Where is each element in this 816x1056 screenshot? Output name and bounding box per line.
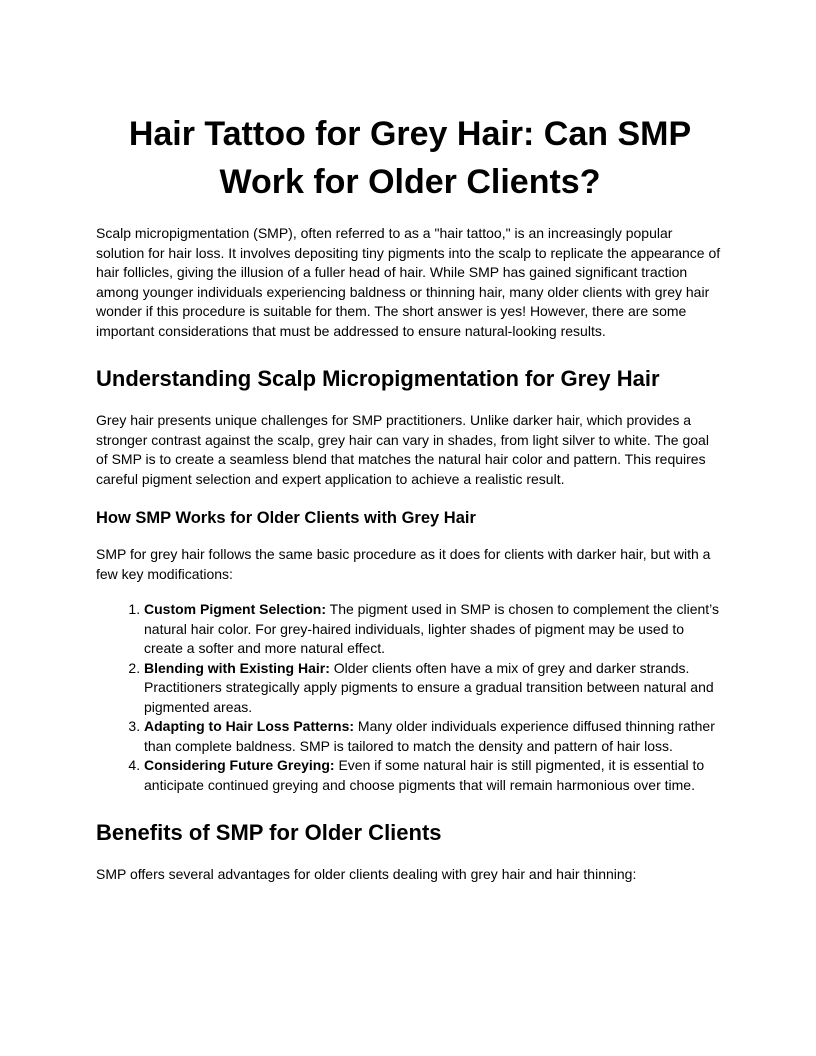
list-item-text: Many older individuals experience diffused thinning rather than complete baldness. SMP is tailored to match the density and pattern of hair loss. — [144, 718, 715, 754]
document-page — [96, 110, 724, 885]
list-item — [144, 717, 724, 756]
list-item — [144, 756, 724, 795]
section-benefits-paragraph: SMP offers several advantages for older clients dealing with grey hair and hair thinning: — [96, 866, 637, 882]
list-item-text: Even if some natural hair is still pigmented, it is essential to anticipate continued greying and choose pigments that will remain harmonious over time. — [144, 757, 705, 793]
section-heading-benefits: Benefits of SMP for Older Clients — [96, 820, 442, 845]
intro-paragraph: Scalp micropigmentation (SMP), often referred to as a "hair tattoo," is an increasingly popular solution for hair loss. It involves depositing tiny pigments into the scalp to replicate the appearance of hair follicles, giving the illusion of a fuller head of hair. While SMP has gained significant traction among younger individuals experiencing baldness or thinning hair, many older clients with grey hair wonder if this procedure is suitable for them. The short answer is yes! However, there are some important considerations that must be addressed to ensure natural-looking results. — [96, 225, 721, 339]
list-item-term: Blending with Existing Hair: — [144, 659, 330, 676]
list-item-term: Considering Future Greying: — [144, 757, 335, 773]
list-item — [144, 659, 724, 718]
section-understanding-paragraph: Grey hair presents unique challenges for SMP practitioners. Unlike darker hair, which provides a stronger contrast against the scalp, grey hair can vary in shades, from light silver to white. The goal of SMP is to create a seamless blend that matches the natural hair color and pattern. This requires careful pigment selection and expert application to achieve a realistic result. — [96, 412, 709, 487]
subsection-heading-how-smp-works: How SMP Works for Older Clients with Grey Hair — [96, 509, 476, 527]
document-title: Hair Tattoo for Grey Hair: Can SMP Work for Older Clients? — [128, 115, 692, 201]
modifications-list — [96, 600, 724, 795]
list-item-text: Older clients often have a mix of grey and darker strands. Practitioners strategically apply pigments to ensure a gradual transition between natural and pigmented areas. — [144, 659, 714, 715]
subsection-how-smp-works-paragraph: SMP for grey hair follows the same basic procedure as it does for clients with darker hair, but with a few key modifications: — [96, 546, 711, 582]
list-item — [144, 600, 724, 659]
list-item-term: Adapting to Hair Loss Patterns: — [144, 718, 355, 734]
list-item-text: The pigment used in SMP is chosen to complement the client’s natural hair color. For grey-haired individuals, lighter shades of pigment may be used to create a softer and more natural effect. — [144, 601, 720, 656]
list-item-term: Custom Pigment Selection: — [144, 601, 327, 617]
section-heading-understanding: Understanding Scalp Micropigmentation for Grey Hair — [96, 366, 660, 391]
